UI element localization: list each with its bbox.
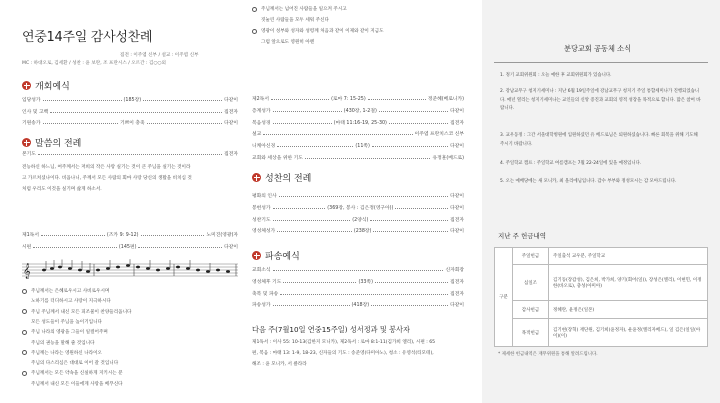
leader-dots — [138, 245, 222, 248]
news-item: 5. 오는 예배당에는 새 모니카, 최 올리에님입니다. 감수 부부와 정성모시는 감 모아드립니다. — [500, 179, 677, 184]
psalm-text: 노하기를 더디하시고 사랑이 지극하시다 — [31, 299, 111, 305]
credit-line-2: MC : 하대오로, 김세환 / 성찬 : 윤 보란, 조 프란시스 / 오르간 : 김○○외 — [22, 61, 166, 66]
psalm-text: 주님께서는 은혜로우시고 사비로우시며 — [31, 289, 110, 294]
leader-dots — [50, 110, 222, 113]
leader-dots — [43, 98, 122, 101]
leader-dots — [273, 218, 351, 221]
leader-dots — [370, 218, 448, 221]
row-mid: (33쪽) — [358, 279, 373, 285]
news-item: 2. 강남교무구 청지기세미나 : 지난 6월 19일주일에 강남교무구 청지기 주일 통합세미나가 진행되었습니다. 매년 열리는 청지기세미나는 교인들의 신앙 증진과 교회의 영적 성장을 목적으로 합니다. 많은 참여 바랍니다. — [500, 89, 701, 111]
section-title: 파송예식 — [265, 252, 300, 262]
order-row — [252, 266, 464, 273]
intro-line-2: 고 가르쳐셨나이다. 비옵나니, 주께서 모든 사람의 회마 사랑 당신의 생활을 비치심 것 — [22, 176, 192, 181]
row-label: 교회소식 — [252, 268, 271, 273]
news-item: 1. 정기 교회위원회 : 오늘 예한 후 교회위원회가 있습니다. — [500, 73, 612, 78]
psalm-line — [31, 381, 123, 387]
row-label: 축복 및 파송 — [252, 291, 279, 297]
leader-dots — [279, 194, 448, 197]
fund-value: 김기동(장갑성), 김은희, 박가희, 양기(회어(일)), 장성은(엘리), 이현민, 이정한(바오로), 충성(아미아) — [549, 265, 708, 301]
psalm-line — [261, 17, 329, 23]
psalm-line — [22, 288, 109, 294]
order-row — [252, 216, 464, 223]
psalm-line — [31, 360, 118, 366]
row-label: 영성체후 기도 — [252, 279, 282, 285]
leader-dots — [273, 121, 332, 124]
row-right: 다같이 — [450, 205, 465, 211]
intro-line-1: 전능하신 하느님, 여주께서는 저희의 작은 사랑 실기는 것이 큰 주님을 실기는 것이라 — [22, 165, 191, 170]
section-opening — [22, 79, 70, 92]
row-right: 집전자 — [224, 109, 238, 115]
psalm-text: 주님께는 나라는 영원하신 나라이오 — [31, 350, 102, 356]
leader-dots — [147, 121, 222, 124]
divider — [494, 62, 708, 63]
section-dismissal — [252, 249, 300, 262]
leader-dots — [141, 233, 205, 236]
circle-bullet-icon — [22, 309, 27, 314]
leader-dots — [273, 268, 444, 271]
psalm-line — [252, 6, 347, 12]
intro-line-3: 처럼 우리도 이것을 실기며 삶게 하소서. — [22, 187, 102, 192]
leader-dots — [372, 144, 448, 147]
leader-dots — [271, 97, 329, 100]
row-right: 집전자 — [450, 217, 464, 223]
psalm-line — [22, 350, 102, 356]
order-row — [22, 119, 238, 126]
leader-dots — [143, 98, 222, 101]
row-label: 입당성가 — [22, 98, 41, 103]
section-title: 성찬의 전례 — [265, 174, 312, 184]
row-mid: (11쪽) — [355, 144, 370, 150]
order-row — [252, 154, 464, 161]
row-mid: (238장) — [353, 229, 372, 235]
row-collect — [22, 150, 238, 157]
row-right: 집전자 — [450, 279, 464, 285]
order-row — [252, 192, 464, 199]
svg-text:𝄞: 𝄞 — [23, 264, 31, 279]
row-mid: (로마 7: 15-25) — [331, 97, 366, 102]
section-eucharist — [252, 171, 311, 184]
psalm-text: 주님 주님께서 내신 모든 피조물이 찬양들리옵니다 — [31, 309, 132, 315]
credit-line-1: 집전 : 이주엽 신부 / 설교 : 이주엽 신부 — [120, 53, 199, 58]
leader-dots — [379, 109, 448, 112]
row-label: 봉헌성가 — [252, 205, 271, 211]
next-week-line-3: 해조 : 윤 모니카, 서 클라라 — [252, 362, 307, 367]
row-label: 파송성가 — [252, 303, 271, 309]
order-row — [252, 107, 464, 114]
order-row — [252, 142, 464, 149]
leader-dots — [283, 280, 356, 283]
psalm-text: 그럼 앞으로도 영원히 아멘 — [261, 40, 315, 45]
row-label: 제1독서 — [22, 233, 39, 238]
psalm-text: 주님의 권능을 말해 줄 것입니다 — [31, 340, 95, 346]
leader-dots — [389, 121, 448, 124]
next-week-heading: 다음 주(7월10일 연중15주일) 성서정과 및 봉사자 — [252, 325, 410, 334]
row-right: 다같이 — [224, 98, 238, 103]
row-mid: (418장) — [351, 303, 370, 309]
circle-bullet-icon — [22, 350, 27, 355]
psalm-line — [252, 28, 384, 34]
row-right: 이주엽 프란치스코 신부 — [414, 132, 464, 138]
order-row — [252, 227, 464, 234]
row-mid: 기쁘이 충죽 — [119, 121, 145, 126]
row-right: 다같이 — [450, 144, 464, 150]
red-cross-icon — [252, 251, 261, 260]
row-right: 다같이 — [450, 108, 465, 114]
news-item: 4. 주일학교 캠프 : 주일학교 여름캠프는 7월 22-24일에 있을 예정입니다. — [500, 161, 642, 166]
order-row — [252, 119, 464, 126]
row-right: 정준혜(베로니카) — [427, 97, 465, 102]
psalm-text: 주님께서는 넘어진 사람들을 일으켜 주시고 — [261, 7, 347, 12]
row-right: 유정훈(베드로) — [432, 156, 464, 161]
next-week-line-2: 편, 복음 : 마태 13: 1-9, 18-23, 신자들의 기도 : 송준영(다미아노), 청소 : 유영석(티모테), — [252, 351, 434, 356]
section-title: 개회예식 — [35, 82, 70, 92]
leader-dots — [41, 233, 105, 236]
leader-dots — [273, 206, 326, 209]
fund-key: 목적헌금 — [513, 319, 549, 347]
leader-dots — [277, 229, 352, 232]
psalm-line — [22, 309, 132, 315]
fund-value: 정혜란, 윤정은(일본) — [549, 301, 708, 319]
red-cross-icon — [22, 81, 31, 90]
page-title: 연중14주일 감사성찬례 — [22, 30, 153, 45]
row-label: 복음성경 — [252, 120, 271, 126]
fund-key: 주일헌금 — [513, 248, 549, 265]
leader-dots — [368, 97, 426, 100]
row-label: 본기도 — [22, 152, 36, 157]
order-row — [22, 108, 238, 115]
psalm-line — [31, 319, 102, 325]
order-row — [252, 278, 464, 285]
row-label: 설교 — [252, 132, 262, 138]
psalm-text: 짓눌린 사람들을 모두 세워 주신다 — [261, 18, 329, 23]
next-week-line-1: 제1독서 : 이사 55: 10-13(김한지 모니카), 제2독서 : 로마 8:1-11(김가희 엘리), 시편 : 65 — [252, 340, 436, 345]
psalm-line — [22, 329, 108, 335]
row-label: 평화의 인사 — [252, 194, 277, 199]
row-right: 다같이 — [450, 303, 464, 309]
row-mid: (145편) — [118, 244, 137, 250]
order-row — [252, 301, 464, 308]
circle-bullet-icon — [22, 330, 27, 335]
row-right: 집전자 — [450, 291, 464, 297]
leader-dots — [371, 303, 448, 306]
order-row — [252, 204, 464, 211]
row-label: 니케아신경 — [252, 144, 276, 150]
leader-dots — [373, 229, 448, 232]
leader-dots — [305, 156, 431, 159]
fund-group-cell: 구분 — [495, 248, 513, 347]
row-label: 인사 및 고백 — [22, 109, 49, 115]
row-mid: (430장, 1-2절) — [343, 108, 377, 114]
psalm-text: 주님의 다스리심은 대대로 이어 갈 것입니다 — [31, 361, 119, 367]
order-row — [22, 231, 238, 238]
psalm-line — [22, 370, 123, 376]
circle-bullet-icon — [22, 289, 27, 294]
row-mid: (2양식) — [352, 217, 369, 223]
fund-note: * 제세한 헌금내역은 재무위원을 통해 알려드립니다. — [498, 352, 598, 357]
psalm-text: 주님께서 내신 모든 이들에게 사랑을 베푸신다 — [31, 381, 123, 387]
fund-table — [494, 247, 708, 347]
leader-dots — [38, 152, 222, 155]
leader-dots — [273, 303, 350, 306]
row-right: 다같이 — [450, 229, 464, 235]
row-mid: (369장, 봉사 : 김은정(영구아)) — [327, 205, 394, 211]
news-item: 3. 교우동정 : 그간 서울대학병원에 입원하셨던 유 베드로님은 퇴원하셨습니다. 빠른 회복을 위해 기도해 주시기 바랍니다. — [500, 133, 698, 147]
row-right: 집전자 — [450, 120, 465, 126]
row-label: 층계성가 — [252, 108, 271, 114]
psalm-text: 영광이 성부와 성자와 성령께 처음과 같이 이제와 같이 지금도 — [261, 29, 384, 34]
order-row — [22, 96, 238, 103]
music-staff — [22, 259, 238, 281]
fund-heading: 지난 주 헌금내역 — [498, 232, 547, 240]
red-cross-icon — [252, 173, 261, 182]
order-row — [252, 290, 464, 297]
section-title: 말씀의 전례 — [35, 139, 82, 149]
circle-bullet-icon — [22, 371, 27, 376]
row-right: 신자회장 — [445, 268, 464, 273]
section-word — [22, 136, 81, 149]
fund-value: 김기현(장혁) 재단원, 김기희(윤정자), 운윤정(엘리자베드), 일 김은(일일(아이)(이) — [549, 319, 708, 347]
order-row — [252, 130, 464, 137]
row-right: 노미진(영광)자 — [206, 233, 239, 238]
leader-dots — [280, 292, 448, 295]
row-label: 성찬기도 — [252, 217, 271, 223]
row-label: 교회와 세상을 위한 기도 — [252, 156, 303, 161]
circle-bullet-icon — [252, 29, 257, 34]
fund-value: 주일출석 교우분, 주일학교 — [549, 248, 708, 265]
leader-dots — [263, 132, 412, 135]
red-cross-icon — [22, 138, 31, 147]
row-label: 기원송가 — [22, 121, 41, 126]
row-label: 시편 — [22, 244, 32, 250]
order-row — [252, 95, 464, 102]
psalm-text: 주님께서는 모든 약속을 신실하게 지키시는 분 — [31, 371, 123, 377]
psalm-line — [261, 39, 314, 45]
row-right: 다같이 — [450, 194, 464, 199]
psalm-text: 주님 나라의 영광을 그들이 일컬어주며 — [31, 330, 108, 336]
leader-dots — [33, 245, 117, 248]
row-mid: (마태 11:16-19, 25-30) — [333, 120, 387, 126]
leader-dots — [395, 206, 448, 209]
leader-dots — [277, 144, 353, 147]
leader-dots — [375, 280, 448, 283]
leader-dots — [273, 109, 342, 112]
news-heading: 분당교회 공동체 소식 — [564, 44, 632, 53]
row-right: 다같이 — [224, 244, 239, 250]
circle-bullet-icon — [252, 7, 257, 12]
psalm-line — [31, 340, 95, 346]
row-label: 영성체성가 — [252, 229, 276, 235]
row-mid: (185장) — [123, 98, 142, 103]
psalm-line — [31, 298, 111, 304]
order-row — [22, 243, 238, 250]
row-right: 다같이 — [224, 121, 238, 126]
fund-key: 십일조 — [513, 265, 549, 301]
row-mid: (즈카 9: 9-12) — [106, 233, 139, 238]
row-right: 집전자 — [224, 152, 238, 157]
leader-dots — [43, 121, 118, 124]
psalm-text: 모든 성도들이 주님을 높이기입니다 — [31, 319, 102, 325]
fund-key: 감사헌금 — [513, 301, 549, 319]
row-label: 제2독서 — [252, 97, 269, 102]
